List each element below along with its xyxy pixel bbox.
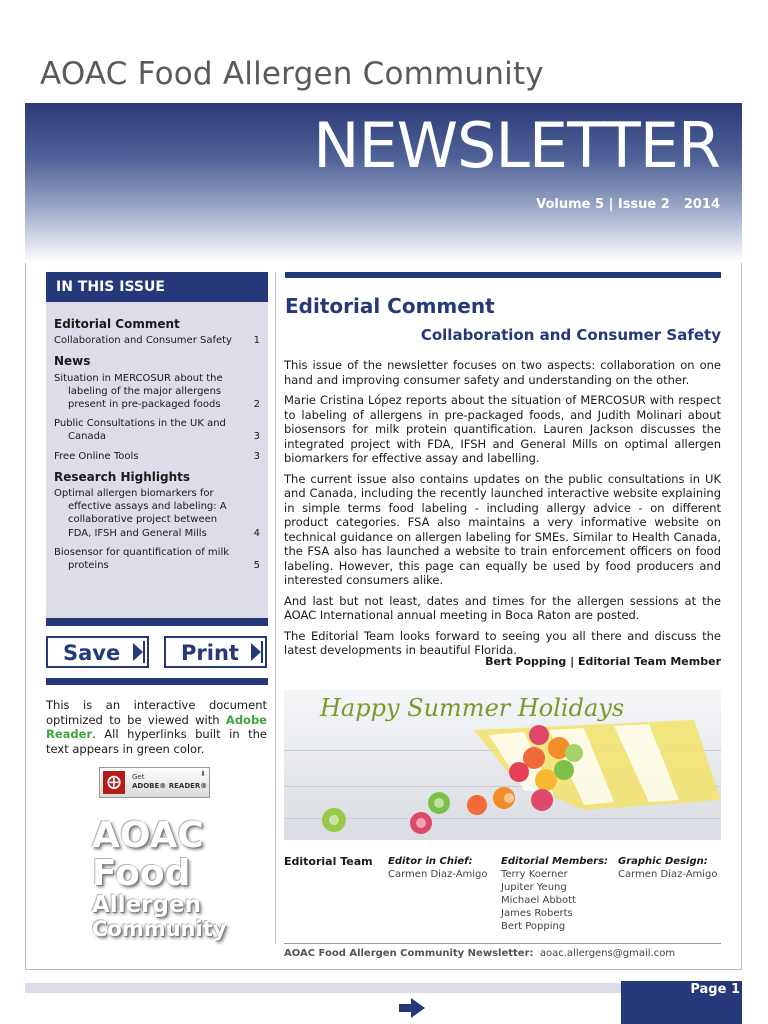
year-text: 2014: [683, 197, 720, 212]
footer-email[interactable]: aoac.allergens@gmail.com: [539, 948, 676, 959]
toc-item-page: 1: [253, 335, 260, 347]
article-paragraph: The current issue also contains updates on the public consultations in UK and Canada, including the recently launched interactive website explaining in simple terms food labeling - including allergy advice - on different product categories. FSA also maintains a very informative website on technical guidance on allergen labeling for SMEs. Similar to Health Canada, the FSA also has launched a website to train enforcement officers on food labeling. However, this page can equally be used by food producers and interested consumers alike.: [284, 471, 721, 587]
member-name: Jupiter Yeung: [501, 882, 567, 893]
toc-item-page: 3: [253, 431, 260, 443]
download-arrow-icon: ⬇: [200, 770, 206, 778]
article-paragraph: This issue of the newsletter focuses on two aspects: collaboration on one hand and improving consumer safety and understanding on the other.: [284, 358, 721, 387]
members-heading: Editorial Members:: [501, 856, 609, 867]
adobe-pdf-icon: ⨁: [103, 771, 125, 794]
editorial-article: [284, 358, 721, 664]
member-name: Bert Popping: [501, 921, 566, 932]
designer-name: Carmen Diaz-Amigo: [618, 869, 718, 880]
save-label: Save: [63, 641, 121, 665]
interactive-note: [46, 698, 267, 756]
toc-item-page: 5: [253, 560, 260, 572]
logo-line: Allergen: [92, 892, 201, 918]
toc-item-text[interactable]: Public Consultations in the UK and Canada: [54, 418, 226, 443]
in-this-issue-heading: IN THIS ISSUE: [46, 272, 268, 302]
toc-item[interactable]: [54, 450, 260, 463]
play-arrow-icon: [133, 643, 143, 661]
arrow-bar-icon: [261, 641, 263, 663]
toc-item-text[interactable]: Situation in MERCOSUR about the labeling of the major allergens present in pre-packaged foods: [54, 372, 223, 411]
banner-title: NEWSLETTER: [313, 109, 720, 182]
toc-item-text[interactable]: Free Online Tools: [54, 450, 139, 462]
editorial-subtitle: Collaboration and Consumer Safety: [420, 326, 721, 344]
print-label: Print: [181, 641, 239, 665]
graphic-design-column: [618, 855, 718, 881]
newsletter-banner: [25, 103, 742, 263]
save-button[interactable]: [46, 636, 149, 668]
adobe-reader-link[interactable]: Adobe Reader: [46, 712, 267, 741]
member-name: Michael Abbott: [501, 895, 576, 906]
main-header-bar: [285, 272, 721, 278]
toc-item-page: 4: [253, 527, 260, 539]
logo-line: AOAC: [92, 815, 204, 856]
toc-section-title: News: [54, 354, 91, 369]
footer-divider: [284, 943, 721, 944]
toc-section-title: Research Highlights: [54, 469, 191, 484]
toc-item[interactable]: [54, 487, 260, 540]
sidebar-divider: [46, 618, 268, 626]
interactive-note-after: . All hyperlinks built in the text appears in green color.: [46, 727, 267, 756]
article-paragraph: Marie Cristina López reports about the situation of MERCOSUR with respect to labeling of allergens in pre-packaged foods, and Judith Molinari about biosensors for milk protein quantification. Lauren Jackson discusses the integrated project with FDA, IFSH and General Mills on optimal allergen biomarkers for effective assay and labelling.: [284, 393, 721, 465]
toc-item[interactable]: [54, 372, 260, 412]
page-number: Page 1: [621, 981, 742, 1024]
logo-line: Food: [92, 853, 191, 894]
toc-item-page: 3: [253, 450, 260, 462]
member-name: Terry Koerner: [501, 869, 568, 880]
editorial-signature: Bert Popping | Editorial Team Member: [485, 655, 721, 668]
toc-item[interactable]: [54, 334, 260, 347]
article-paragraph: And last but not least, dates and times for the allergen sessions at the AOAC International annual meeting in Boca Raton are posted.: [284, 593, 721, 622]
sidebar-divider: [46, 678, 268, 685]
print-button[interactable]: [164, 636, 267, 668]
footer-label: AOAC Food Allergen Community Newsletter:: [284, 948, 534, 959]
toc-item-text[interactable]: Collaboration and Consumer Safety: [54, 335, 232, 347]
arrow-bar-icon: [143, 641, 145, 663]
toc-item-text[interactable]: Biosensor for quantification of milk proteins: [54, 546, 230, 572]
community-title: AOAC Food Allergen Community: [40, 56, 544, 92]
editorial-title: Editorial Comment: [285, 294, 495, 318]
play-arrow-icon: [251, 643, 261, 661]
table-of-contents: [54, 318, 260, 578]
footer-contact: [284, 948, 675, 959]
adobe-get-text: Get: [132, 773, 145, 781]
interactive-note-before: This is an interactive document optimized to be viewed with: [46, 698, 267, 727]
page-footer-strip: [25, 983, 621, 993]
next-page-arrow-icon[interactable]: [399, 998, 425, 1018]
summer-holidays-photo: [284, 690, 721, 840]
toc-item[interactable]: [54, 417, 260, 443]
toc-section-title: Editorial Comment: [54, 317, 180, 331]
editor-heading: Editor in Chief:: [388, 856, 473, 867]
column-divider: [275, 272, 276, 944]
member-name: James Roberts: [501, 908, 573, 919]
design-heading: Graphic Design:: [618, 856, 708, 867]
get-adobe-reader-badge[interactable]: [99, 767, 210, 798]
editorial-members-column: [501, 855, 608, 933]
toc-item-page: 2: [253, 399, 260, 411]
volume-issue: [536, 197, 720, 212]
logo-line: Community: [92, 917, 227, 941]
toc-item-text[interactable]: Optimal allergen biomarkers for effective assays and labeling: A collaborative project between FDA, IFSH and General Mills: [54, 488, 227, 539]
editor-in-chief-column: [388, 855, 488, 881]
editorial-team-label: Editorial Team: [284, 855, 373, 868]
editor-name: Carmen Diaz-Amigo: [388, 869, 488, 880]
toc-item[interactable]: [54, 546, 260, 572]
community-logo: [92, 815, 227, 941]
photo-caption: Happy Summer Holidays: [320, 694, 625, 722]
adobe-reader-text: ADOBE® READER®: [132, 782, 208, 790]
volume-issue-text: Volume 5 | Issue 2: [536, 197, 670, 212]
article-paragraph: The Editorial Team looks forward to seeing you all there and discuss the latest developments in beautiful Florida.: [284, 628, 721, 657]
